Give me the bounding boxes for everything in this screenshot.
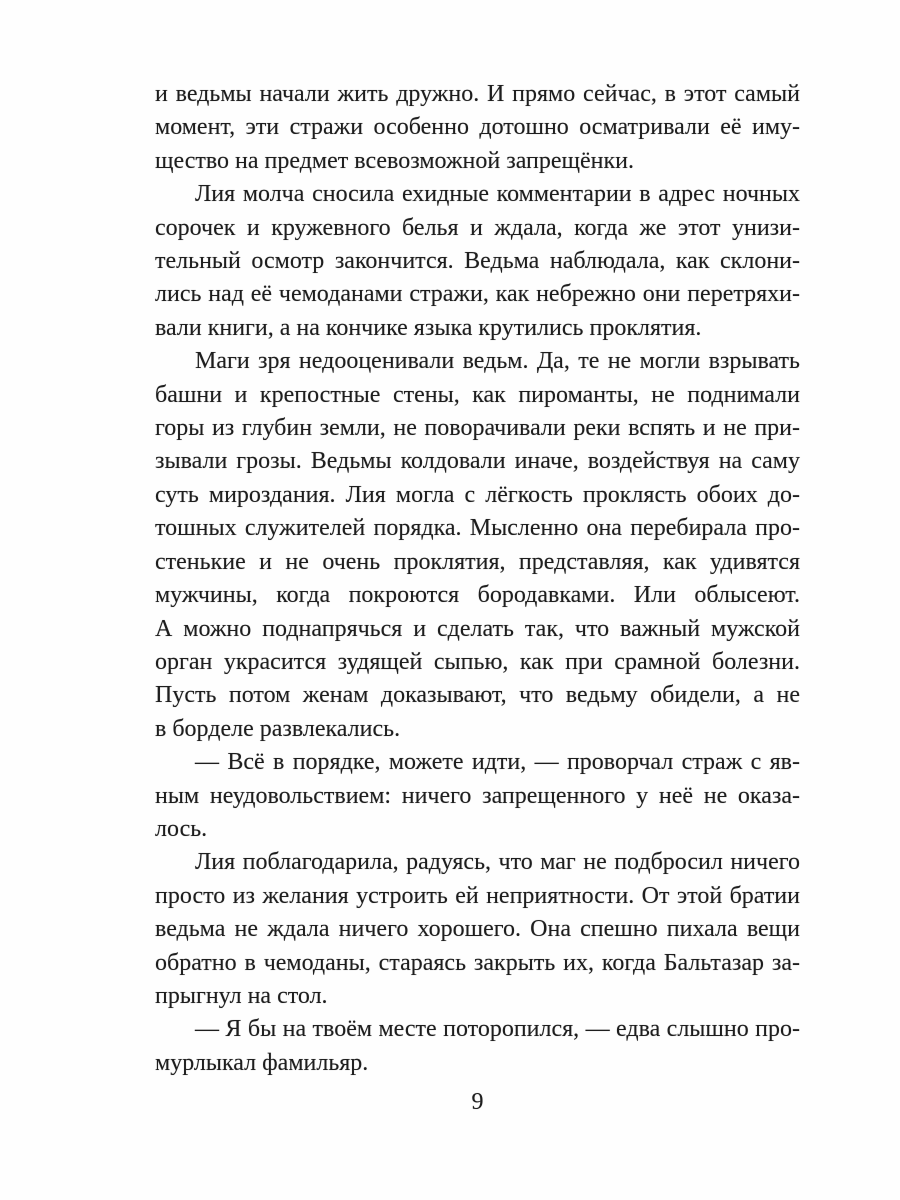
text-line: просто из желания устроить ей неприятности. От этой братии [155, 882, 800, 909]
text-line: орган украсится зудящей сыпью, как при срамной болезни. [155, 648, 800, 675]
text-line: обратно в чемоданы, стараясь закрыть их, когда Бальтазар за- [155, 949, 800, 976]
text-line: момент, эти стражи особенно дотошно осматривали её иму- [155, 114, 800, 141]
text-line: лось. [155, 815, 208, 842]
text-line: — Всё в порядке, можете идти, — проворчал страж с яв- [195, 749, 800, 776]
text-line: тельный осмотр закончится. Ведьма наблюдала, как склони- [155, 248, 800, 275]
text-line: Лия поблагодарила, радуясь, что маг не подбросил ничего [195, 849, 800, 876]
text-line: ным неудовольствием: ничего запрещенного у неё не оказа- [155, 782, 800, 809]
text-line: суть мироздания. Лия могла с лёгкость проклясть обоих до- [155, 481, 800, 508]
text-line: щество на предмет всевозможной запрещёнки. [155, 147, 635, 174]
text-line: сорочек и кружевного белья и ждала, когда же этот унизи- [155, 214, 800, 241]
text-line: стенькие и не очень проклятия, представляя, как удивятся [155, 548, 800, 575]
page-text [155, 78, 800, 1080]
text-line: Маги зря недооценивали ведьм. Да, те не могли взрывать [195, 348, 800, 375]
text-line: горы из глубин земли, не поворачивали реки вспять и не при- [155, 415, 800, 442]
text-line: мужчины, когда покроются бородавками. Или облысеют. [155, 582, 800, 609]
text-line: Лия молча сносила ехидные комментарии в адрес ночных [195, 181, 800, 208]
text-line: тошных служителей порядка. Мысленно она перебирала про- [155, 515, 800, 542]
text-line: Пусть потом женам доказывают, что ведьму обидели, а не [155, 682, 800, 709]
text-line: зывали грозы. Ведьмы колдовали иначе, воздействуя на саму [155, 448, 800, 475]
text-line: — Я бы на твоём месте поторопился, — едва слышно про- [195, 1016, 800, 1043]
text-line: башни и крепостные стены, как пироманты, не поднимали [155, 381, 800, 408]
text-line: лись над её чемоданами стражи, как небрежно они перетряхи- [155, 281, 800, 308]
text-line: мурлыкал фамильяр. [155, 1049, 369, 1076]
text-line: и ведьмы начали жить дружно. И прямо сейчас, в этот самый [155, 81, 800, 107]
text-line: в борделе развлекались. [155, 715, 401, 742]
text-line: А можно поднапрячься и сделать так, что важный мужской [155, 615, 800, 642]
text-line: вали книги, а на кончике языка крутились проклятия. [155, 314, 702, 341]
text-line: прыгнул на стол. [155, 982, 328, 1009]
page-number: 9 [471, 1089, 484, 1115]
text-line: ведьма не ждала ничего хорошего. Она спешно пихала вещи [155, 916, 800, 943]
